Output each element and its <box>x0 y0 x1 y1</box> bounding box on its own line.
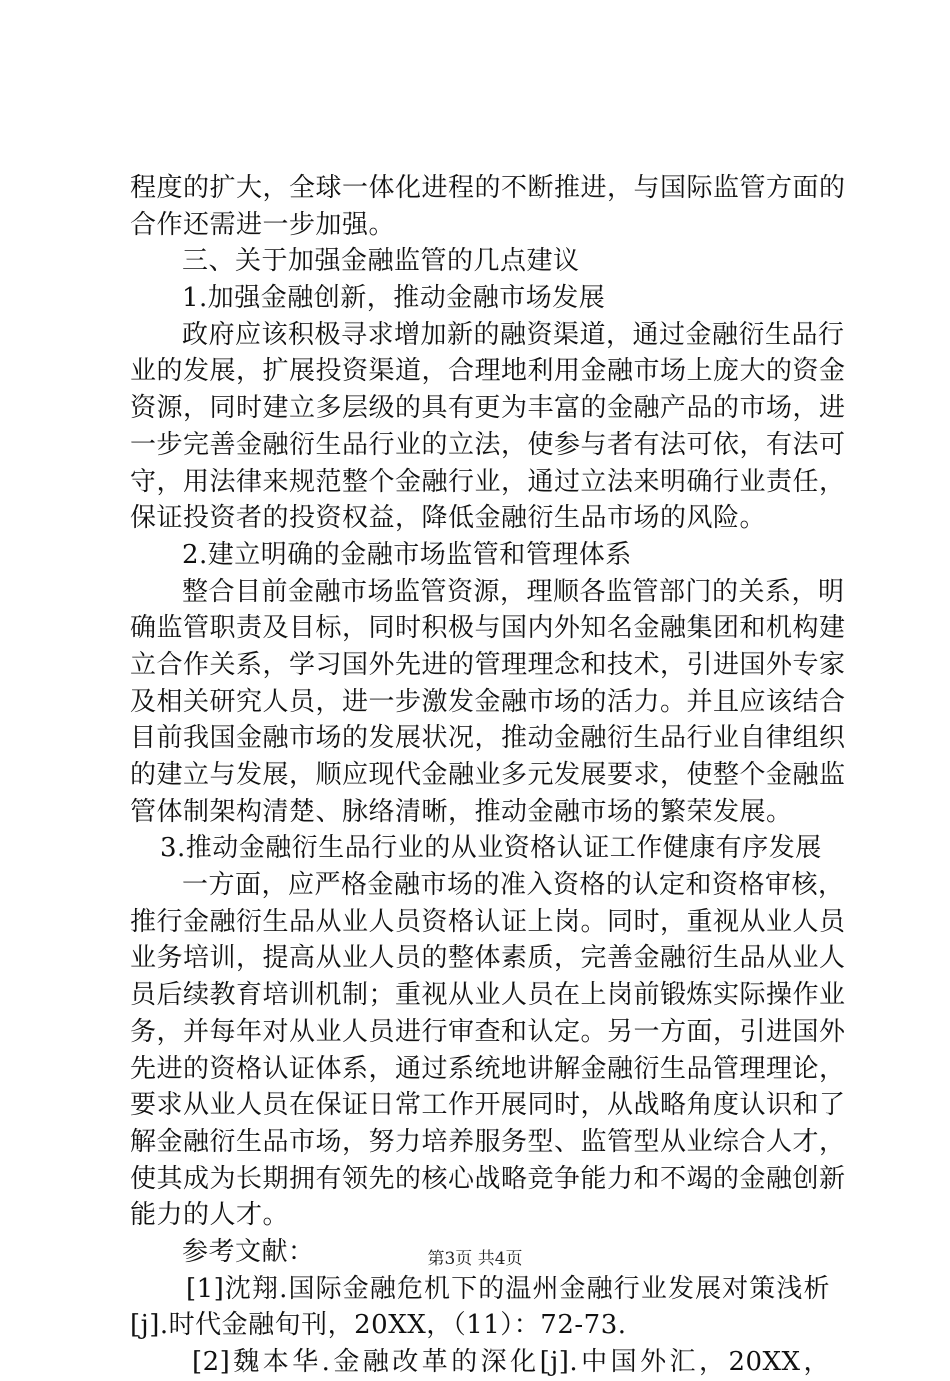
text-line: 务，并每年对从业人员进行审查和认定。另一方面，引进国外 <box>130 1016 846 1047</box>
text-line: 及相关研究人员，进一步激发金融市场的活力。并且应该结合 <box>130 686 846 717</box>
text-line: 业务培训，提高从业人员的整体素质，完善金融衍生品从业人 <box>130 943 846 974</box>
text-line: 的建立与发展，顺应现代金融业多元发展要求，使整个金融监 <box>130 760 846 790</box>
text-line: 解金融衍生品市场，努力培养服务型、监管型从业综合人才， <box>130 1126 846 1157</box>
text-line: 整合目前金融市场监管资源，理顺各监管部门的关系，明 <box>182 576 845 607</box>
text-line: 业的发展，扩展投资渠道，合理地利用金融市场上庞大的资金 <box>130 356 846 387</box>
reference-entry: [1]沈翔.国际金融危机下的温州金融行业发展对策浅析 <box>186 1273 830 1304</box>
text-line: 保证投资者的投资权益，降低金融衍生品市场的风险。 <box>130 503 767 534</box>
text-line: 一步完善金融衍生品行业的立法，使参与者有法可依，有法可 <box>130 429 846 460</box>
text-line: 使其成为长期拥有领先的核心战略竞争能力和不竭的金融创新 <box>130 1163 846 1194</box>
text-line: 程度的扩大，全球一体化进程的不断推进，与国际监管方面的 <box>130 173 846 203</box>
page-footer: 第3页 共4页 <box>427 1249 523 1269</box>
text-line: 合作还需进一步加强。 <box>130 209 396 240</box>
text-line: 目前我国金融市场的发展状况，推动金融衍生品行业自律组织 <box>130 723 846 754</box>
text-line: 推行金融衍生品从业人员资格认证上岗。同时，重视从业人员 <box>130 906 846 937</box>
text-line: 资源，同时建立多层级的具有更为丰富的金融产品的市场，进 <box>130 393 846 424</box>
text-line: 员后续教育培训机制；重视从业人员在上岗前锻炼实际操作业 <box>130 980 846 1011</box>
text-line: 守，用法律来规范整个金融行业，通过立法来明确行业责任， <box>130 466 846 497</box>
subsection-heading: 2.建立明确的金融市场监管和管理体系 <box>182 539 632 570</box>
subsection-heading: 1.加强金融创新，推动金融市场发展 <box>182 283 606 314</box>
text-line: 先进的资格认证体系，通过系统地讲解金融衍生品管理理论， <box>130 1053 846 1084</box>
reference-entry: [j].时代金融旬刊，20XX，（11）：72-73. <box>130 1310 627 1341</box>
text-line: 管体制架构清楚、脉络清晰，推动金融市场的繁荣发展。 <box>130 796 793 827</box>
text-line: 立合作关系，学习国外先进的管理理念和技术，引进国外专家 <box>130 649 846 680</box>
section-heading: 三、关于加强金融监管的几点建议 <box>182 246 580 277</box>
reference-entry: [2]魏本华.金融改革的深化[j].中国外汇，20XX， <box>192 1347 830 1377</box>
text-line: 确监管职责及目标，同时积极与国内外知名金融集团和机构建 <box>130 613 846 644</box>
text-line: 一方面，应严格金融市场的准入资格的认定和资格审核， <box>182 870 845 901</box>
references-heading: 参考文献： <box>182 1236 315 1267</box>
subsection-heading: 3.推动金融衍生品行业的从业资格认证工作健康有序发展 <box>160 833 822 864</box>
text-line: 要求从业人员在保证日常工作开展同时，从战略角度认识和了 <box>130 1090 846 1121</box>
text-line: 政府应该积极寻求增加新的融资渠道，通过金融衍生品行 <box>182 319 845 350</box>
text-line: 能力的人才。 <box>130 1200 290 1231</box>
body-text <box>130 170 846 1381</box>
